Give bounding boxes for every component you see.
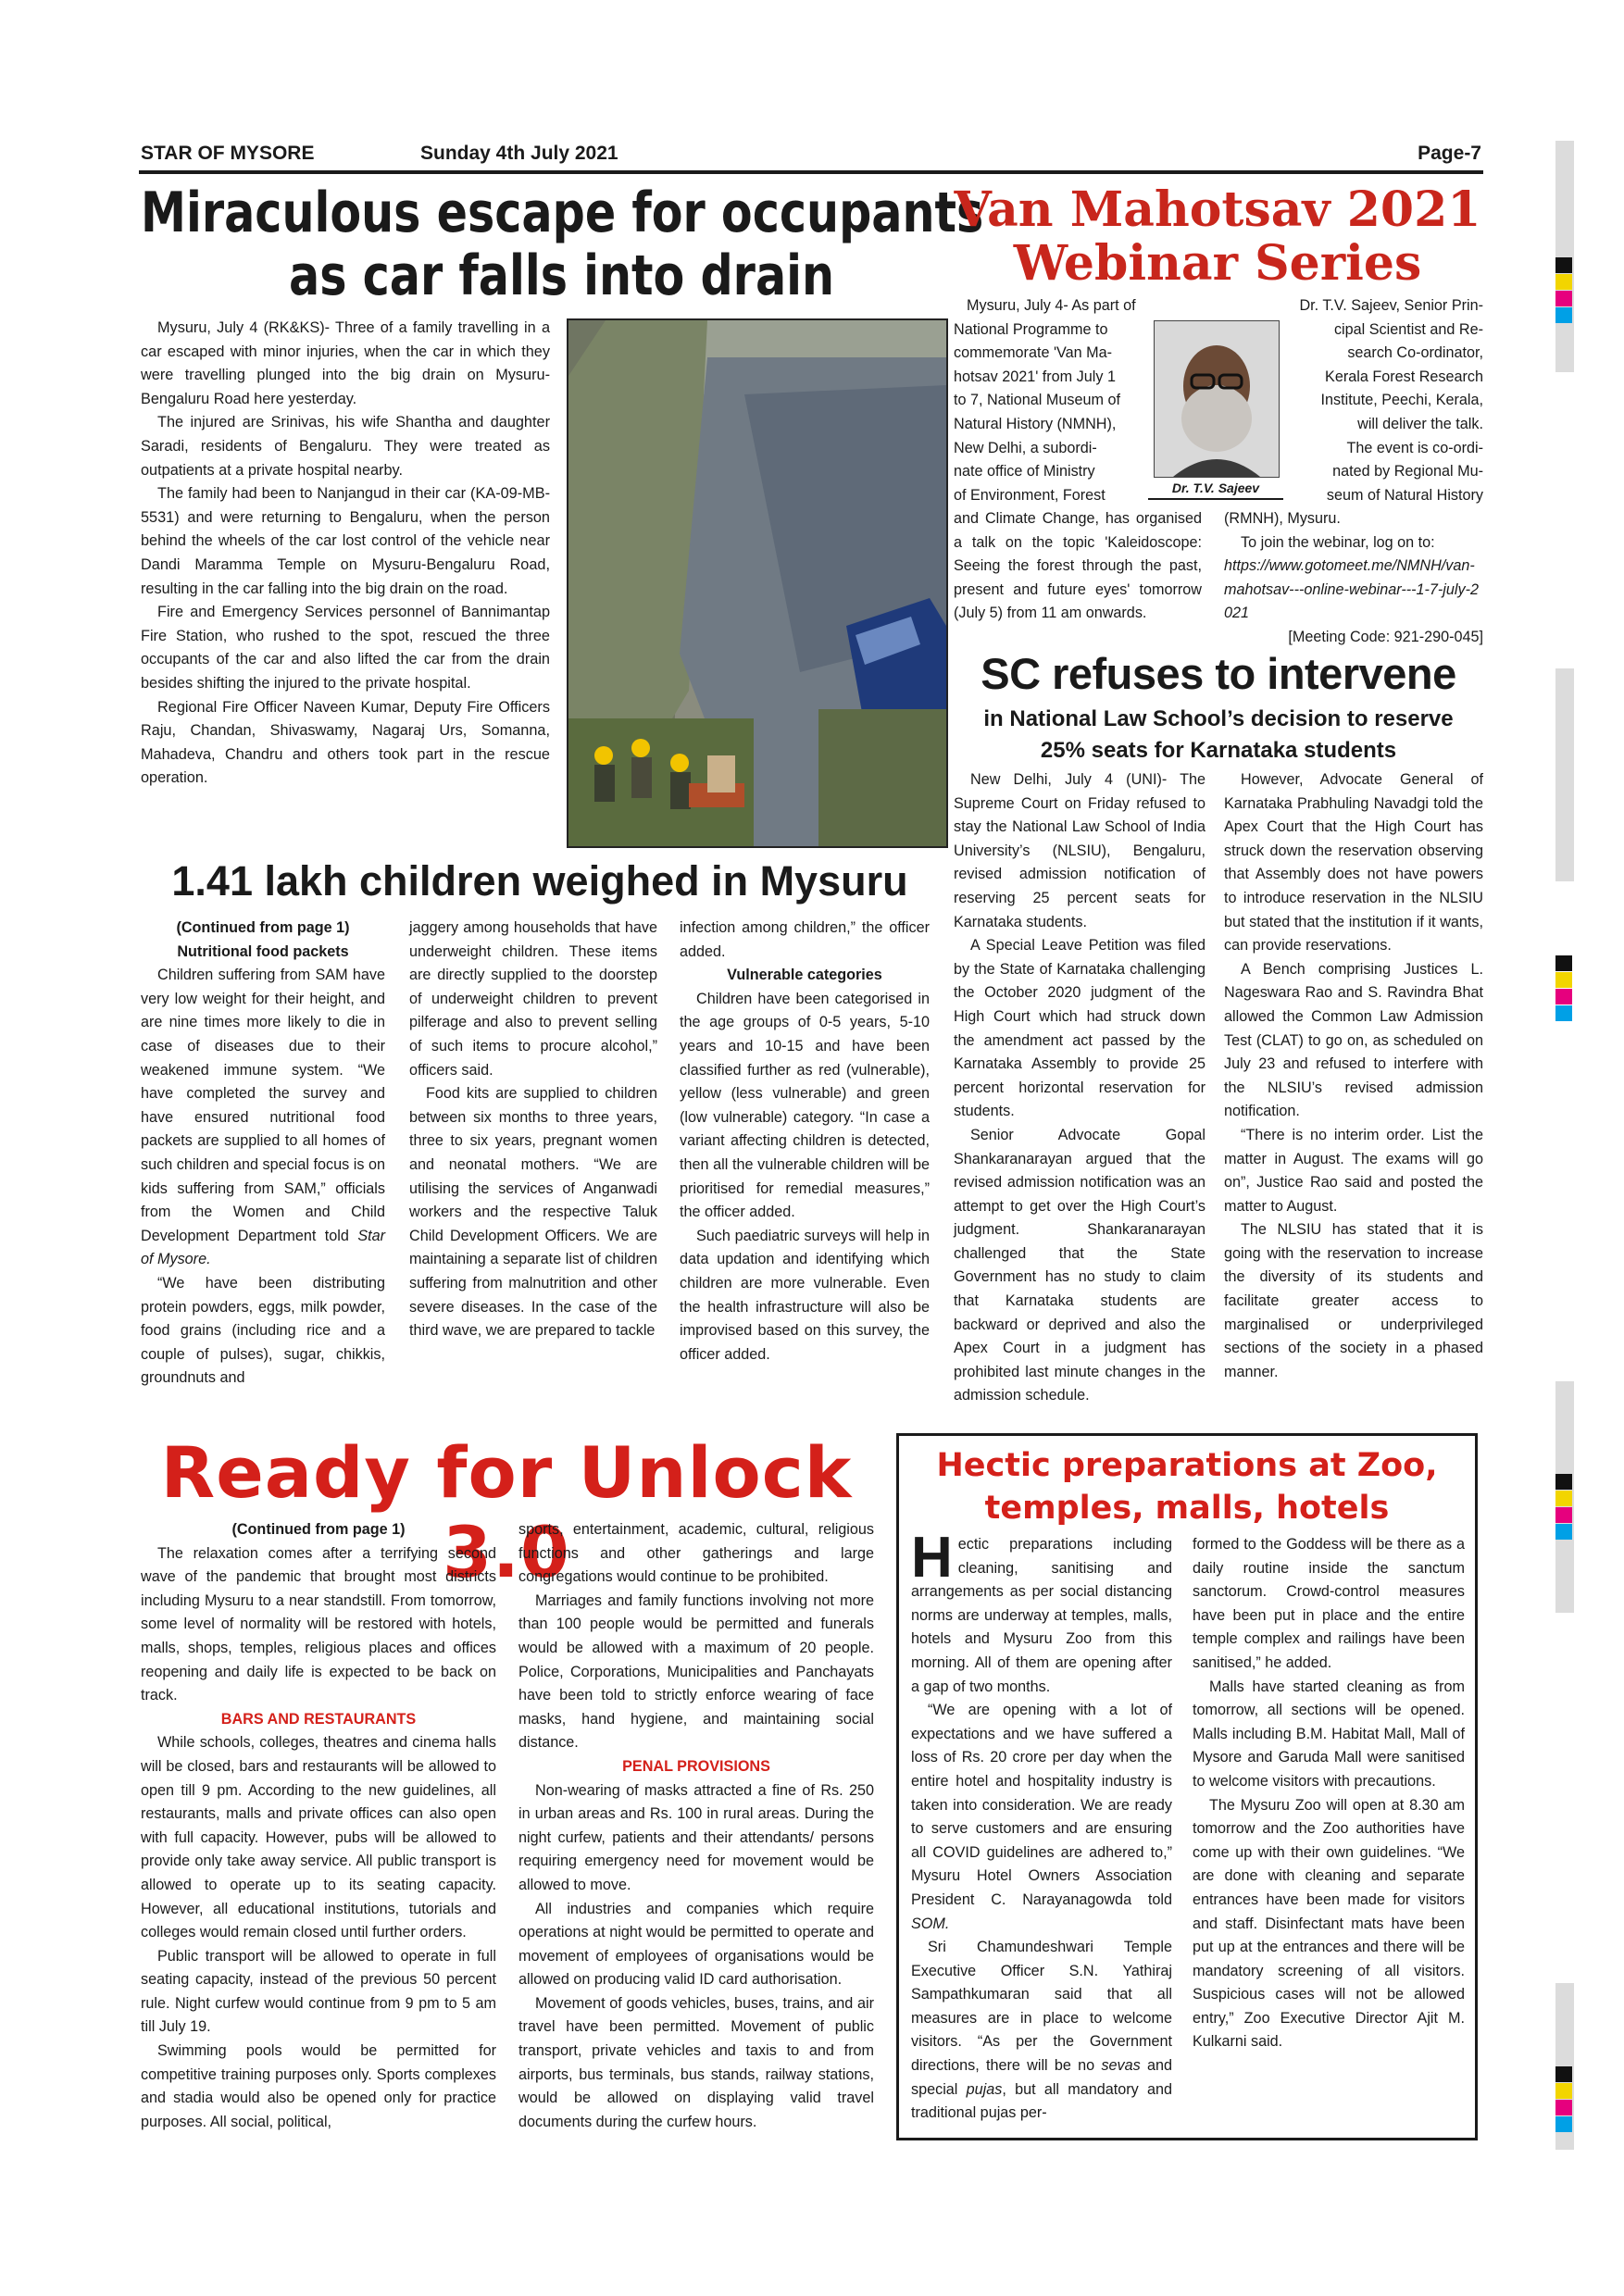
story6-para: Malls have started cleaning as from tomorrow, all sections will be opened. Malls including B.M. Habitat Mall, Mall of Mysore and Garuda Mall were sanitised to welcome visitors with precautions.: [1193, 1678, 1465, 1790]
story5-para: All industries and companies which require operations at night would be permitted to operate and movement of employees of organisations would be allowed on producing valid ID card authorisation.: [518, 1900, 874, 1989]
sajeev-photo: [1154, 320, 1280, 478]
webinar-link[interactable]: https://www.gotomeet.me/NMNH/van-mahotsav---online-webinar---1-7-july-2021: [1224, 557, 1479, 622]
story6-para-text: Sri Chamundeshwari Temple Executive Officer S.N. Yathiraj Sampathkumaran said that all measures are in place to welcome visitors. “As per the Government directions, there will be no: [911, 1939, 1172, 2075]
story6-headline-line2: temples, malls, hotels: [984, 1490, 1390, 1527]
story2-line: cipal Scientist and Re-: [1333, 320, 1483, 338]
story6-para: [911, 1526, 1172, 1699]
story6-para-text: , but all mandatory and traditional pujas per-: [911, 2080, 1172, 2122]
story4-col3: [680, 917, 930, 1366]
story6-para: The Mysuru Zoo will open at 8.30 am tomorrow and the Zoo authorities have come up with their own guidelines. “We are done with cleaning and separate entrances have been made for visitors and staff. Disinfectant mats have been put up at the entrances and there will be mandatory screening of all visitors. Suspicious cases will not be allowed entry,” Zoo Executive Director Ajit M. Kulkarni said.: [1193, 1796, 1465, 2051]
story1-body: [141, 317, 550, 791]
story4-sub2: Vulnerable categories: [727, 967, 882, 984]
story3-subhead-line2: 25% seats for Karnataka students: [1040, 738, 1397, 763]
registration-strip: [1555, 141, 1574, 2177]
story4-para: jaggery among households that have underweight children. These items are directly supplied to the doorstep of underweight children to prevent pilferage and also to prevent selling of such items to procure alcohol,” officers said.: [409, 919, 657, 1079]
reg-cyan: [1555, 1005, 1572, 1021]
story3-para: Senior Advocate Gopal Shankaranarayan argued that the revised admission notification was an attempt to get over the High Court’s judgment. Shankaranarayan challenged that the State Government has no study to claim that Karnataka students are backward or deprived and also the Apex Court in a judgment has prohibited last minute changes in the admission schedule.: [954, 1126, 1206, 1404]
story2-line: search Co-ordinator,: [1347, 344, 1483, 362]
reg-yellow: [1555, 972, 1572, 988]
dropcap: H: [911, 1526, 953, 1590]
story4-continued: (Continued from page 1): [176, 919, 350, 936]
story6-col2: [1193, 1533, 1465, 2054]
story5-continued: (Continued from page 1): [231, 1521, 406, 1538]
story2-line: Mysuru, July 4- As part of: [967, 297, 1136, 314]
sajeev-portrait: [1155, 321, 1279, 477]
car-drain-photo: [567, 318, 948, 848]
story4-col2: [409, 917, 657, 1343]
story5-col2: [518, 1518, 874, 2134]
story1-headline: [141, 181, 984, 311]
story6-headline: [900, 1444, 1474, 1529]
page-number: Page-7: [1418, 143, 1481, 164]
story2-line: Institute, Peechi, Kerala,: [1320, 392, 1483, 409]
story1-headline-line1: Miraculous escape for occupants: [141, 181, 984, 245]
gray-bar: [1555, 668, 1574, 881]
story2-headline-line2: Webinar Series: [1013, 235, 1422, 292]
reg-magenta: [1555, 989, 1572, 1004]
story5-col1: [141, 1518, 496, 2134]
story1-para: Mysuru, July 4 (RK&KS)- Three of a family travelling in a car escaped with minor injuries, when the car in which they were travelling plunged into the big drain on Mysuru-Bengaluru Road here yesterday.: [141, 319, 550, 407]
story6-para-text: and special: [911, 2057, 1173, 2098]
story2-headline: [952, 183, 1483, 291]
story6-para: [911, 1699, 1172, 1936]
story3-para: “There is no interim order. List the matter in August. The exams will go on”, Justice Rao said and posted the matter to August.: [1224, 1126, 1483, 1215]
issue-date: Sunday 4th July 2021: [420, 143, 618, 164]
sevas-italic: sevas: [1101, 2057, 1141, 2075]
story5-para: sports, entertainment, academic, cultural, religious functions and other gatherings and large congregations would continue to be prohibited.: [518, 1521, 874, 1586]
story1-headline-line2: as car falls into drain: [289, 243, 835, 308]
story5-para: Swimming pools would be permitted for competitive training purposes only. Sports complexes and stadia would also be opened only for practice purposes. All social, political,: [141, 2042, 496, 2130]
story5-para: The relaxation comes after a terrifying second wave of the pandemic that brought most districts including Mysuru to a near standstill. From tomorrow, some level of normality will be restored with hotels, malls, shops, temples, religious places and offices reopening and daily life is expected to be back on track.: [141, 1544, 496, 1704]
story2-line: seum of Natural History: [1326, 486, 1483, 504]
story6-col1: [911, 1526, 1173, 2126]
reg-cyan: [1555, 307, 1572, 323]
story2-line: nate office of Ministry: [954, 463, 1095, 480]
story1-para: Regional Fire Officer Naveen Kumar, Deputy Fire Officers Raju, Chandan, Shivaswamy, Nagaraj Urs, Somanna, Mahadeva, Chandru and others took part in the rescue operation.: [141, 698, 550, 787]
story2-col1-top: [954, 294, 1176, 507]
story2-col2-rest: [1224, 507, 1483, 650]
story5-para: Non-wearing of masks attracted a fine of Rs. 250 in urban areas and Rs. 100 in rural areas. During the night curfew, patients and their attendants/ persons requiring emergency need for movement would be allowed to move.: [518, 1781, 874, 1893]
reg-black: [1555, 1474, 1572, 1490]
story1-para: The family had been to Nanjangud in their car (KA-09-MB-5531) and were returning to Bengaluru, when the person behind the wheels of the car lost control of the vehicle near Dandi Maramma Temple on Mysuru-Bengaluru Road, resulting in the car falling into the big drain on the road.: [141, 485, 550, 597]
story6-para: [911, 1936, 1172, 2126]
gray-bar: [1555, 141, 1574, 372]
story2-line: of Environment, Forest: [954, 486, 1106, 504]
story3-col1: [954, 768, 1206, 1408]
story6-headline-line1: Hectic preparations at Zoo,: [936, 1447, 1438, 1484]
masthead: [141, 139, 1481, 172]
story4-col1: [141, 917, 385, 1391]
story2-col1-rest: [954, 507, 1202, 626]
reg-black: [1555, 2066, 1572, 2082]
story3-para: A Bench comprising Justices L. Nageswara Rao and S. Ravindra Bhat allowed the Common Law Admission Test (CLAT) to go on, as scheduled on July 23 and refused to interfere with the NLSIU’s revised admission notification.: [1224, 960, 1483, 1120]
story2-line: Kerala Forest Research: [1325, 368, 1483, 385]
reg-cyan: [1555, 1524, 1572, 1540]
story2-headline-line1: Van Mahotsav 2021: [954, 181, 1481, 238]
story3-para: The NLSIU has stated that it is going with the reservation to increase the diversity of its students and facilitate greater access to marginalised or underprivileged sections of the society in a phased manner.: [1224, 1221, 1483, 1380]
story4-para: Such paediatric surveys will help in data updation and identifying which children are more vulnerable. Even the health infrastructure will also be improvised based on this survey, the officer added.: [680, 1227, 930, 1363]
story2-join-text: To join the webinar, log on to:: [1241, 533, 1435, 551]
story5-headline: Ready for Unlock 3.0: [160, 1431, 853, 1593]
pujas-italic: pujas: [966, 2080, 1003, 2098]
story2-line: Natural History (NMNH),: [954, 415, 1117, 432]
reg-cyan: [1555, 2116, 1572, 2132]
story2-line: New Delhi, a subordi-: [954, 439, 1097, 456]
story6-para: formed to the Goddess will be there as a daily routine inside the sanctum sanctorum. Crowd-control measures have been put in place and the entire temple complex and railings have been sanitised,” he added.: [1193, 1536, 1465, 1671]
story5-para: While schools, colleges, theatres and cinema halls will be closed, bars and restaurants will be allowed to open till 9 pm. According to the new guidelines, all restaurants, malls and private offices can also open with full capacity. However, pubs will be allowed to provide only take away service. All public transport is allowed to operate up to its seating capacity. However, all educational institutions, tutorials and colleges would remain closed until further orders.: [141, 1734, 496, 1941]
story4-para: [141, 964, 385, 1272]
story2-col2-rest-text: (RMNH), Mysuru.: [1224, 510, 1341, 527]
story5-sub1: BARS AND RESTAURANTS: [220, 1710, 417, 1728]
story2-col1-rest-text: and Climate Change, has organised a talk on the topic 'Kaleidoscope: Seeing the forest through the past, present and future eyes' tomorrow (July 5) from 11 am onwards.: [954, 510, 1202, 622]
story4-para: Food kits are supplied to children between six months to three years, three to six years, pregnant women and neonatal mothers. “We are utilising the services of Anganwadi workers and the respective Taluk Child Development Officers. We are maintaining a separate list of children suffering from malnutrition and other severe diseases. In the case of the third wave, we are prepared to tackle: [409, 1085, 657, 1340]
story4-sub1: Nutritional food packets: [177, 942, 349, 960]
story1-para: Fire and Emergency Services personnel of Bannimantap Fire Station, who rushed to the spot, rescued the three occupants of the car and also lifted the car from the drain besides shifting the injured to the private hospital.: [141, 604, 550, 692]
story5-para: Public transport will be allowed to operate in full seating capacity, instead of the previous 50 percent rule. Night curfew would continue from 9 pm to 5 am till July 19.: [141, 1947, 496, 2036]
story2-col2-top: [1285, 294, 1483, 507]
som-italic: SOM.: [911, 1915, 950, 1932]
masthead-rule: [139, 170, 1483, 174]
story4-para-text: Children suffering from SAM have very low weight for their height, and are nine times more likely to die in case of diseases due to their weakened immune system. “We have completed the survey and have ensured nutritional food packets are supplied to all homes of such children and special focus is on kids suffering from SAM,” officials from the Women and Child Development Department told: [141, 967, 385, 1244]
story4-para: infection among children,” the officer added.: [680, 919, 930, 960]
reg-black: [1555, 257, 1572, 273]
story3-col2: [1224, 768, 1483, 1384]
story5-sub2: PENAL PROVISIONS: [622, 1757, 770, 1775]
story3-subhead-line1: in National Law School’s decision to reserve: [983, 706, 1454, 731]
story3-para: A Special Leave Petition was filed by the State of Karnataka challenging the October 2020 judgment of the High Court which had struck down the amendment act passed by the Karnataka Assembly to provide 25 percent horizontal reservation for students.: [954, 937, 1206, 1120]
paper-name-italic: Star of Mysore.: [141, 1227, 386, 1268]
story2-line: hotsav 2021' from July 1: [954, 368, 1116, 385]
story5-para: Marriages and family functions involving not more than 100 people would be permitted and funerals would be allowed with a maximum of 20 people. Police, Corporations, Municipalities and Panchayats have been told to strictly enforce wearing of face masks, hand hygiene, and maintaining social distance.: [518, 1591, 874, 1752]
story2-line: Dr. T.V. Sajeev, Senior Prin-: [1299, 297, 1483, 314]
story2-line: to 7, National Museum of: [954, 392, 1120, 409]
story4-headline: 1.41 lakh children weighed in Mysuru: [171, 857, 908, 905]
sajeev-photo-caption: Dr. T.V. Sajeev: [1148, 478, 1283, 500]
story4-para: Children have been categorised in the age groups of 0-5 years, 5-10 years and 10-15 and have been classified further as red (vulnerable), yellow (less vulnerable) and green (low vulnerable) category. “In case a variant affecting children is detected, then all the vulnerable children will be prioritised for remedial measures,” the officer added.: [680, 990, 930, 1221]
story3-headline: SC refuses to intervene: [981, 649, 1456, 698]
story2-line: National Programme to: [954, 320, 1108, 338]
car-drain-illustration: [568, 320, 946, 846]
reg-magenta: [1555, 1507, 1572, 1523]
paper-name: STAR OF MYSORE: [141, 143, 315, 164]
story5-para: Movement of goods vehicles, buses, trains, and air travel have been permitted. Movement of public transport, private vehicles and taxis to and from airports, bus terminals, bus stands, railway stations, would be allowed on displaying valid travel documents during the curfew hours.: [518, 1994, 874, 2130]
reg-yellow: [1555, 2083, 1572, 2099]
reg-magenta: [1555, 2100, 1572, 2115]
story2-line: commemorate 'Van Ma-: [954, 344, 1113, 362]
story2-line: nated by Regional Mu-: [1332, 463, 1483, 480]
reg-yellow: [1555, 1491, 1572, 1506]
story3-subhead: [954, 704, 1483, 767]
story6-para-text: “We are opening with a lot of expectations and we have suffered a loss of Rs. 20 crore per day when the entire hotel and hospitality industry is taken into consideration. We are ready to serve customers and are ensuring all COVID guidelines are adhered to,” Mysuru Hotel Owners Association President C. Narayanagowda told: [911, 1702, 1172, 1908]
story4-para: “We have been distributing protein powders, eggs, milk powder, food grains (including rice and a couple of pulses), sugar, chikkis, groundnuts and: [141, 1274, 385, 1387]
story2-line: The event is co-ordi-: [1346, 439, 1483, 456]
reg-black: [1555, 955, 1572, 971]
reg-magenta: [1555, 291, 1572, 306]
reg-yellow: [1555, 274, 1572, 290]
story6-para-text: ectic preparations including cleaning, sanitising and arrangements as per social distancing norms are underway at temples, malls, hotels and Mysuru Zoo from this morning. All of them are opening after a gap of two months.: [911, 1536, 1172, 1695]
story1-para: The injured are Srinivas, his wife Shantha and daughter Saradi, residents of Bengaluru. They were treated as outpatients at a private hospital nearby.: [141, 414, 550, 479]
story2-line: will deliver the talk.: [1357, 415, 1483, 432]
story3-para: New Delhi, July 4 (UNI)- The Supreme Court on Friday refused to stay the National Law School of India University’s (NLSIU), Bengaluru, revised admission notification of reserving 25 percent seats for Karnataka students.: [954, 771, 1206, 930]
meeting-code: [Meeting Code: 921-290-045]: [1288, 628, 1483, 645]
story3-para: However, Advocate General of Karnataka Prabhuling Navadgi told the Apex Court that the High Court has struck down the reservation observing that Assembly does not have powers to introduce reservation in the NLSIU but stated that the institution if it wants, can provide reservations.: [1224, 771, 1483, 955]
